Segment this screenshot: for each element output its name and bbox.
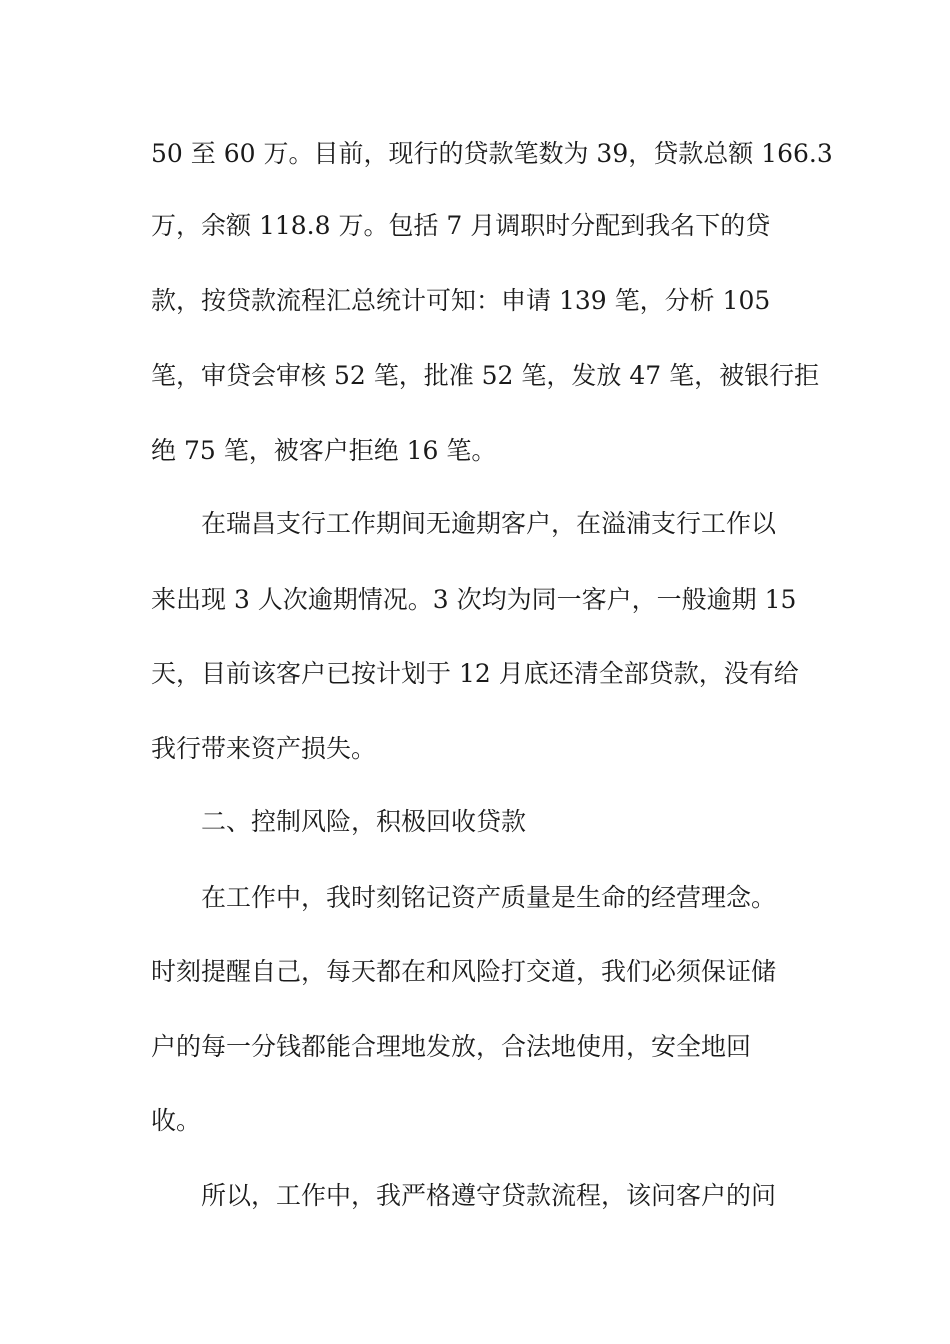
text-line: 款，按贷款流程汇总统计可知：申请 139 笔，分析 105 (151, 286, 771, 315)
paragraph-start-line: 在瑞昌支行工作期间无逾期客户，在溢浦支行工作以 (201, 509, 777, 538)
text-line: 我行带来资产损失。 (151, 734, 377, 763)
text-line: 户的每一分钱都能合理地发放，合法地使用，安全地回 (151, 1032, 752, 1061)
text-line: 天，目前该客户已按计划于 12 月底还清全部贷款，没有给 (151, 659, 799, 688)
text-line: 来出现 3 人次逾期情况。3 次均为同一客户，一般逾期 15 (151, 585, 797, 614)
paragraph-start-line: 在工作中，我时刻铭记资产质量是生命的经营理念。 (201, 883, 777, 912)
text-line: 收。 (151, 1106, 202, 1135)
paragraph-start-line: 所以，工作中，我严格遵守贷款流程，该问客户的问 (201, 1181, 777, 1210)
text-line: 绝 75 笔，被客户拒绝 16 笔。 (151, 436, 497, 465)
text-line: 笔，审贷会审核 52 笔，批准 52 笔，发放 47 笔，被银行拒 (151, 361, 820, 390)
text-line: 万，余额 118.8 万。包括 7 月调职时分配到我名下的贷 (151, 211, 771, 240)
text-line: 50 至 60 万。目前，现行的贷款笔数为 39，贷款总额 166.3 (151, 139, 833, 168)
text-line: 时刻提醒自己，每天都在和风险打交道，我们必须保证储 (151, 957, 777, 986)
section-heading: 二、控制风险，积极回收贷款 (201, 807, 527, 836)
